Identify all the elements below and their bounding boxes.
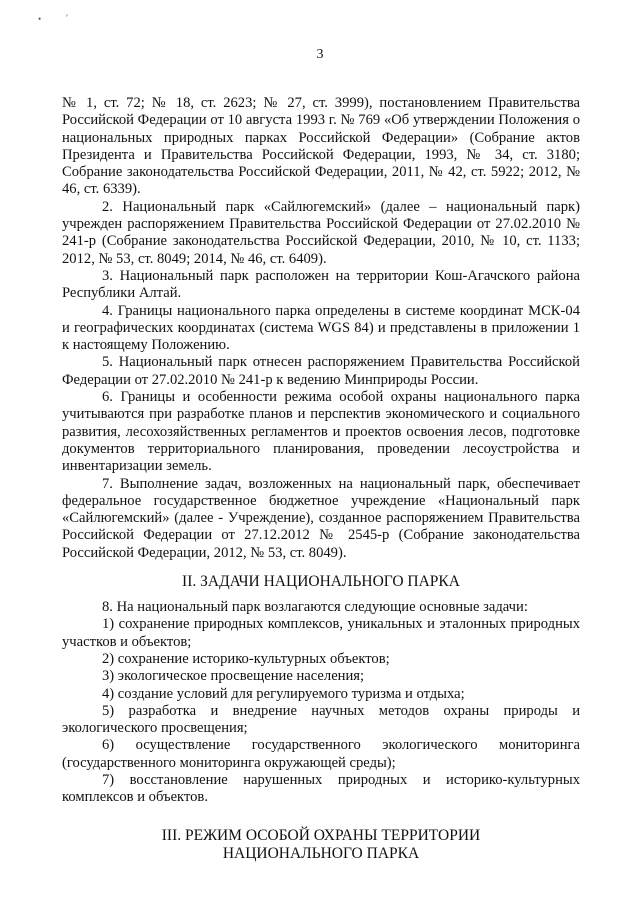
document-body <box>62 95 580 863</box>
scan-mark: • <box>38 14 42 24</box>
task-item-2: 2) сохранение историко-культурных объектов; <box>102 650 390 667</box>
task-item-3: 3) экологическое просвещение населения; <box>102 668 365 685</box>
scan-mark: ′ <box>66 13 68 23</box>
paragraph-3: 3. Национальный парк расположен на территории Кош-Агачского района Республики Алтай. <box>62 267 580 302</box>
paragraph-4: 4. Границы национального парка определены в системе координат МСК-04 и географических координатах (система WGS 84) и представлены в приложении 1 к настоящему Положению. <box>62 302 580 354</box>
section-2-title: II. ЗАДАЧИ НАЦИОНАЛЬНОГО ПАРКА <box>182 573 460 591</box>
task-item-5: 5) разработка и внедрение научных методов охраны природы и экологического просвещения; <box>62 702 580 737</box>
task-item-4: 4) создание условий для регулируемого туризма и отдыха; <box>102 685 465 702</box>
paragraph-7: 7. Выполнение задач, возложенных на национальный парк, обеспечивает федеральное государственное бюджетное учреждение «Национальный парк «Сайлюгемский» (далее - Учреждение), созданное распоряжением Правительства Российской Федерации от 27.12.2012 № 2545-р (Собрание законодательства Российской Федерации, 2012, № 53, ст. 8049). <box>62 475 580 561</box>
task-item-7: 7) восстановление нарушенных природных и историко-культурных комплексов и объектов. <box>62 771 580 806</box>
page-number: 3 <box>316 47 324 62</box>
task-item-1: 1) сохранение природных комплексов, уникальных и эталонных природных участков и объектов; <box>62 616 580 650</box>
paragraph-8: 8. На национальный парк возлагаются следующие основные задачи: <box>102 599 528 616</box>
section-3-title <box>62 827 580 863</box>
section-3-title-line-2: НАЦИОНАЛЬНОГО ПАРКА <box>222 844 420 862</box>
paragraph-6: 6. Границы и особенности режима особой охраны национального парка учитываются при разработке планов и перспектив экономического и социального развития, лесохозяйственных регламентов и проектов освоения лесов, подготовке документов территориального планирования, проведении лесоустройства и инвентаризации земель. <box>62 389 580 475</box>
intro-paragraph: № 1, ст. 72; № 18, ст. 2623; № 27, ст. 3999), постановлением Правительства Российской Федерации от 10 августа 1993 г. № 769 «Об утверждении Положения о национальных природных парках Российской Федерации» (Собрание актов Президента и Правительства Российской Федерации, 1993, № 34, ст. 3180; Собрание законодательства Российской Федерации, 2011, № 42, ст. 5922; 2012, № 46, ст. 6339). <box>62 95 580 198</box>
paragraph-5: 5. Национальный парк отнесен распоряжением Правительства Российской Федерации от 27.02.2010 № 241-р к ведению Минприроды России. <box>62 354 580 388</box>
task-item-6: 6) осуществление государственного экологического мониторинга (государственного мониторинга окружающей среды); <box>62 737 580 771</box>
paragraph-2: 2. Национальный парк «Сайлюгемский» (далее – национальный парк) учрежден распоряжением Правительства Российской Федерации от 27.02.2010 № 241-р (Собрание законодательства Российской Федерации, 2010, № 10, ст. 1133; 2012, № 53, ст. 8049; 2014, № 46, ст. 6409). <box>62 198 580 267</box>
section-3-title-line-1: III. РЕЖИМ ОСОБОЙ ОХРАНЫ ТЕРРИТОРИИ <box>161 826 481 844</box>
